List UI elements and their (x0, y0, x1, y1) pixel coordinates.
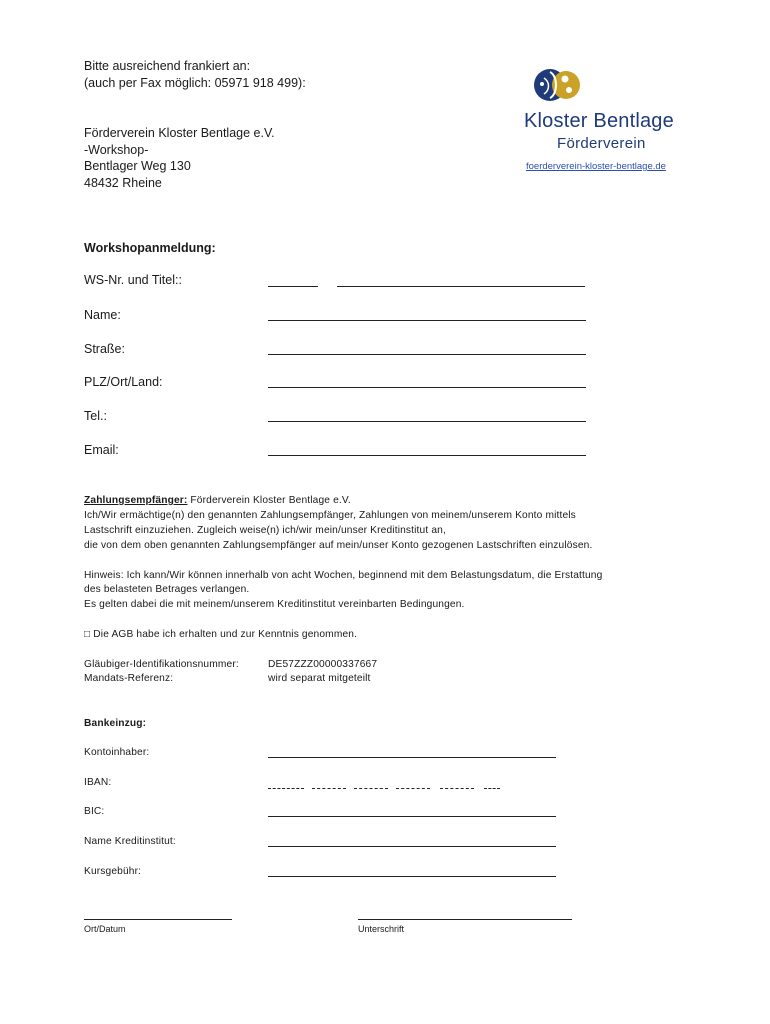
auth-text-1: Ich/Wir ermächtige(n) den genannten Zahlungsempfänger, Zahlungen von meinem/unserem Konto mittels (84, 510, 576, 521)
mandate-label: Mandats-Referenz: (84, 673, 174, 684)
send-instruction: Bitte ausreichend frankiert an: (84, 59, 251, 73)
field-label-street: Straße: (84, 342, 125, 356)
payee-line (84, 493, 351, 508)
ws-title-input[interactable] (337, 286, 585, 287)
fax-note: (auch per Fax möglich: 05971 918 499): (84, 76, 306, 90)
account-holder-input[interactable] (268, 757, 556, 758)
plz-input[interactable] (268, 387, 586, 388)
agb-checkbox[interactable]: □ (84, 629, 91, 640)
bank-label-fee: Kursgebühr: (84, 866, 142, 877)
field-label-name: Name: (84, 308, 121, 322)
course-fee-input[interactable] (268, 876, 556, 877)
bic-input[interactable] (268, 816, 556, 817)
iban-group-5[interactable] (440, 788, 474, 789)
creditor-id-label: Gläubiger-Identifikationsnummer: (84, 659, 239, 670)
bank-name-input[interactable] (268, 846, 556, 847)
address-city: 48432 Rheine (84, 176, 162, 190)
bank-heading: Bankeinzug: (84, 718, 147, 729)
field-label-tel: Tel.: (84, 409, 107, 423)
iban-group-2[interactable] (312, 788, 346, 789)
form-heading: Workshopanmeldung: (84, 241, 216, 255)
address-org: Förderverein Kloster Bentlage e.V. (84, 126, 275, 140)
field-label-plz: PLZ/Ort/Land: (84, 375, 163, 389)
bank-label-institute: Name Kreditinstitut: (84, 836, 176, 847)
payee-value: Förderverein Kloster Bentlage e.V. (187, 495, 351, 506)
auth-text-2: Lastschrift einzuziehen. Zugleich weise(n) ich/wir mein/unser Kreditinstitut an, (84, 525, 446, 536)
agb-text: Die AGB habe ich erhalten und zur Kenntnis genommen. (90, 629, 358, 640)
iban-group-3[interactable] (354, 788, 388, 789)
hint-text-2: des belasteten Betrages verlangen. (84, 584, 250, 595)
field-label-ws: WS-Nr. und Titel:: (84, 273, 182, 287)
bank-label-iban: IBAN: (84, 777, 112, 788)
creditor-id-value: DE57ZZZ00000337667 (268, 659, 378, 670)
signature-label: Unterschrift (358, 924, 405, 934)
bank-label-holder: Kontoinhaber: (84, 747, 150, 758)
iban-group-4[interactable] (396, 788, 430, 789)
place-date-input[interactable] (84, 919, 232, 920)
iban-group-1[interactable] (268, 788, 304, 789)
address-dept: -Workshop- (84, 143, 149, 157)
payee-label: Zahlungsempfänger: (84, 495, 188, 506)
signature-input[interactable] (358, 919, 572, 920)
agb-line (84, 627, 357, 642)
hint-text-1: Hinweis: Ich kann/Wir können innerhalb von acht Wochen, beginnend mit dem Belastungsdatum, die Erstattung (84, 570, 603, 581)
name-input[interactable] (268, 320, 586, 321)
auth-text-3: die von dem oben genannten Zahlungsempfänger auf mein/unser Konto gezogenen Lastschriften einzulösen. (84, 540, 593, 551)
website-link[interactable]: foerderverein-kloster-bentlage.de (526, 161, 666, 172)
bank-label-bic: BIC: (84, 806, 105, 817)
email-input[interactable] (268, 455, 586, 456)
field-label-email: Email: (84, 443, 119, 457)
ws-number-input[interactable] (268, 286, 318, 287)
mandate-value: wird separat mitgeteilt (268, 673, 371, 684)
street-input[interactable] (268, 354, 586, 355)
hint-text-3: Es gelten dabei die mit meinem/unserem Kreditinstitut vereinbarten Bedingungen. (84, 599, 465, 610)
kloster-logo-icon (532, 64, 580, 106)
tel-input[interactable] (268, 421, 586, 422)
logo-title: Kloster Bentlage (524, 110, 674, 132)
place-date-label: Ort/Datum (84, 924, 126, 934)
iban-group-6[interactable] (484, 788, 500, 789)
address-street: Bentlager Weg 130 (84, 159, 191, 173)
logo-subtitle: Förderverein (557, 135, 646, 152)
